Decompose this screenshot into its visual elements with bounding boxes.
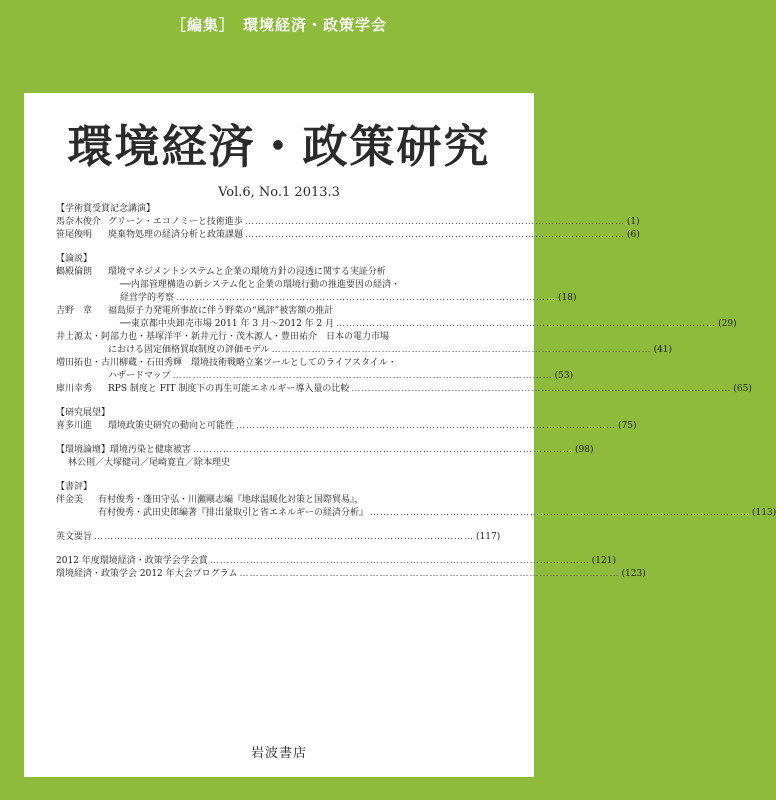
- dot-leader: [272, 344, 652, 357]
- entry-page: (41): [653, 345, 673, 355]
- entry-title-cont: 有村俊秀・武田史郎編著『排出量取引と省エネルギーの経済分析』: [98, 508, 369, 518]
- entry-title: RPS 制度と FIT 制度下の再生可能エネルギー導入量の比較: [108, 384, 350, 394]
- toc-entry: [56, 266, 577, 305]
- section-title: 【研究展望】: [56, 408, 111, 418]
- entry-author: 吉野 章: [56, 306, 93, 316]
- entry-page: (53): [554, 371, 574, 381]
- entry-authors: 増田拓也・古川柳蔵・石田秀輝: [56, 358, 183, 368]
- entry-body: [108, 216, 640, 229]
- entry-page: (117): [476, 532, 501, 542]
- volume-issue: Vol.6, No.1 2013.3: [218, 185, 340, 200]
- entry-title: グリーン・エコノミーと技術進歩: [108, 217, 243, 227]
- entry-title: 廃棄物処理の経済分析と政策課題: [108, 230, 244, 240]
- entry-page: (18): [558, 293, 577, 303]
- dot-leader: [193, 444, 573, 457]
- entry-body: [108, 420, 637, 433]
- entry-title: 環境マネジメントシステムと企業の環境方針の浸透に関する実証分析: [108, 267, 386, 277]
- dot-leader: [351, 383, 731, 396]
- entry-authors: 井上源太・阿部力也・基塚洋平・新井元行・茂木源人・豊田祐介: [56, 332, 318, 342]
- entry-author: 鶴殿倫朗: [56, 267, 93, 277]
- dot-leader: [245, 216, 625, 229]
- dot-leader: [173, 370, 553, 383]
- entry-title: 日本の電力市場: [326, 332, 390, 342]
- entry-author: 伴金美: [56, 495, 84, 505]
- entry-body: [108, 305, 737, 331]
- entry-title: 環境技術戦略立案ツールとしてのライフスタイル・: [191, 358, 397, 368]
- toc-entry-multi-author: [56, 331, 673, 357]
- toc-entry-multi-author: [56, 357, 574, 383]
- toc-section-papers: [56, 253, 752, 396]
- publisher-name: 岩波書店: [250, 746, 307, 761]
- entry-page: (121): [591, 556, 616, 566]
- entry-title: 有村俊秀・蓬田守弘・川瀬剛志編『地球温暖化対策と国際貿易』，: [98, 495, 364, 505]
- toc-section-abstracts: [56, 531, 501, 544]
- entry-author: 馬奈木俊介: [56, 217, 102, 227]
- entry-title: 2012 年度環境経済・政策学会学会賞: [56, 556, 208, 566]
- dot-leader: [236, 420, 616, 433]
- section-title: 【論説】: [56, 254, 93, 264]
- toc-entry: [56, 494, 776, 520]
- section-title: 【学術賞受賞記念講演】: [56, 204, 156, 214]
- dot-leader: [210, 555, 590, 568]
- entry-author: 庫川幸秀: [56, 384, 93, 394]
- entry-body: [56, 331, 673, 357]
- entry-body: [98, 494, 776, 520]
- dot-leader: [370, 507, 750, 520]
- entry-body: [108, 383, 752, 396]
- toc-section-research: [56, 407, 637, 433]
- dot-leader: [94, 531, 474, 544]
- table-of-contents: [56, 203, 776, 592]
- entry-body: [108, 229, 640, 242]
- toc-entry: [56, 229, 640, 242]
- entry-author: 笹尾俊明: [56, 230, 93, 240]
- entry-subtitle-cont: 経営学的考察: [120, 293, 175, 303]
- entry-page: (123): [621, 569, 646, 579]
- toc-section-debate: [56, 444, 594, 470]
- toc-entry: [56, 305, 737, 331]
- entry-title-cont: における固定価格買取制度の評価モデル: [108, 345, 270, 355]
- section-title: 【書評】: [56, 482, 93, 492]
- dot-leader: [176, 292, 556, 305]
- toc-entry: [56, 216, 640, 229]
- section-title: 【環境論壇】: [56, 445, 111, 455]
- journal-title: 環境経済・政策研究: [67, 120, 491, 173]
- entry-subtitle: ──内部管理構造の新システム化と企業の環境行動の推進要因の経済・: [120, 280, 400, 290]
- entry-subtitle: ──東京都中央卸売市場 2011 年 3 月～2012 年 2 月: [120, 319, 335, 329]
- toc-section-misc: [56, 555, 646, 581]
- toc-entry: [56, 420, 637, 433]
- toc-entry: [56, 383, 752, 396]
- dot-leader: [240, 568, 620, 581]
- entry-title: 福島原子力発電所事故に伴う野菜の“風評”被害額の推計: [108, 306, 334, 316]
- entry-body: [56, 357, 574, 383]
- entry-title: 英文要旨: [56, 532, 93, 542]
- entry-page: (98): [575, 445, 594, 455]
- dot-leader: [336, 318, 716, 331]
- entry-body: [108, 266, 577, 305]
- toc-section-reviews: [56, 481, 776, 520]
- editor-credit: [171, 14, 387, 35]
- entry-page: (75): [618, 421, 637, 431]
- entry-title: 環境経済・政策学会 2012 年大会プログラム: [56, 569, 238, 579]
- entry-authors: 林公則／大塚健司／尾崎寛直／除本理史: [68, 458, 231, 468]
- entry-title: 環境汚染と健康被害: [110, 445, 192, 455]
- entry-title-cont: ハザードマップ: [108, 371, 171, 381]
- entry-page: (1): [626, 217, 640, 227]
- dot-leader: [245, 229, 625, 242]
- entry-page: (29): [718, 319, 737, 329]
- editor-name: 環境経済・政策学会: [243, 15, 388, 34]
- entry-page: (113): [752, 508, 776, 518]
- entry-title: 環境政策史研究の動向と可能性: [108, 421, 235, 431]
- editor-bracket-label: ［編集］: [170, 15, 235, 34]
- entry-author: 喜多川進: [56, 421, 93, 431]
- toc-section-award: [56, 203, 640, 242]
- entry-page: (65): [733, 384, 752, 394]
- cover-top-band: [0, 0, 558, 92]
- entry-page: (6): [627, 230, 640, 240]
